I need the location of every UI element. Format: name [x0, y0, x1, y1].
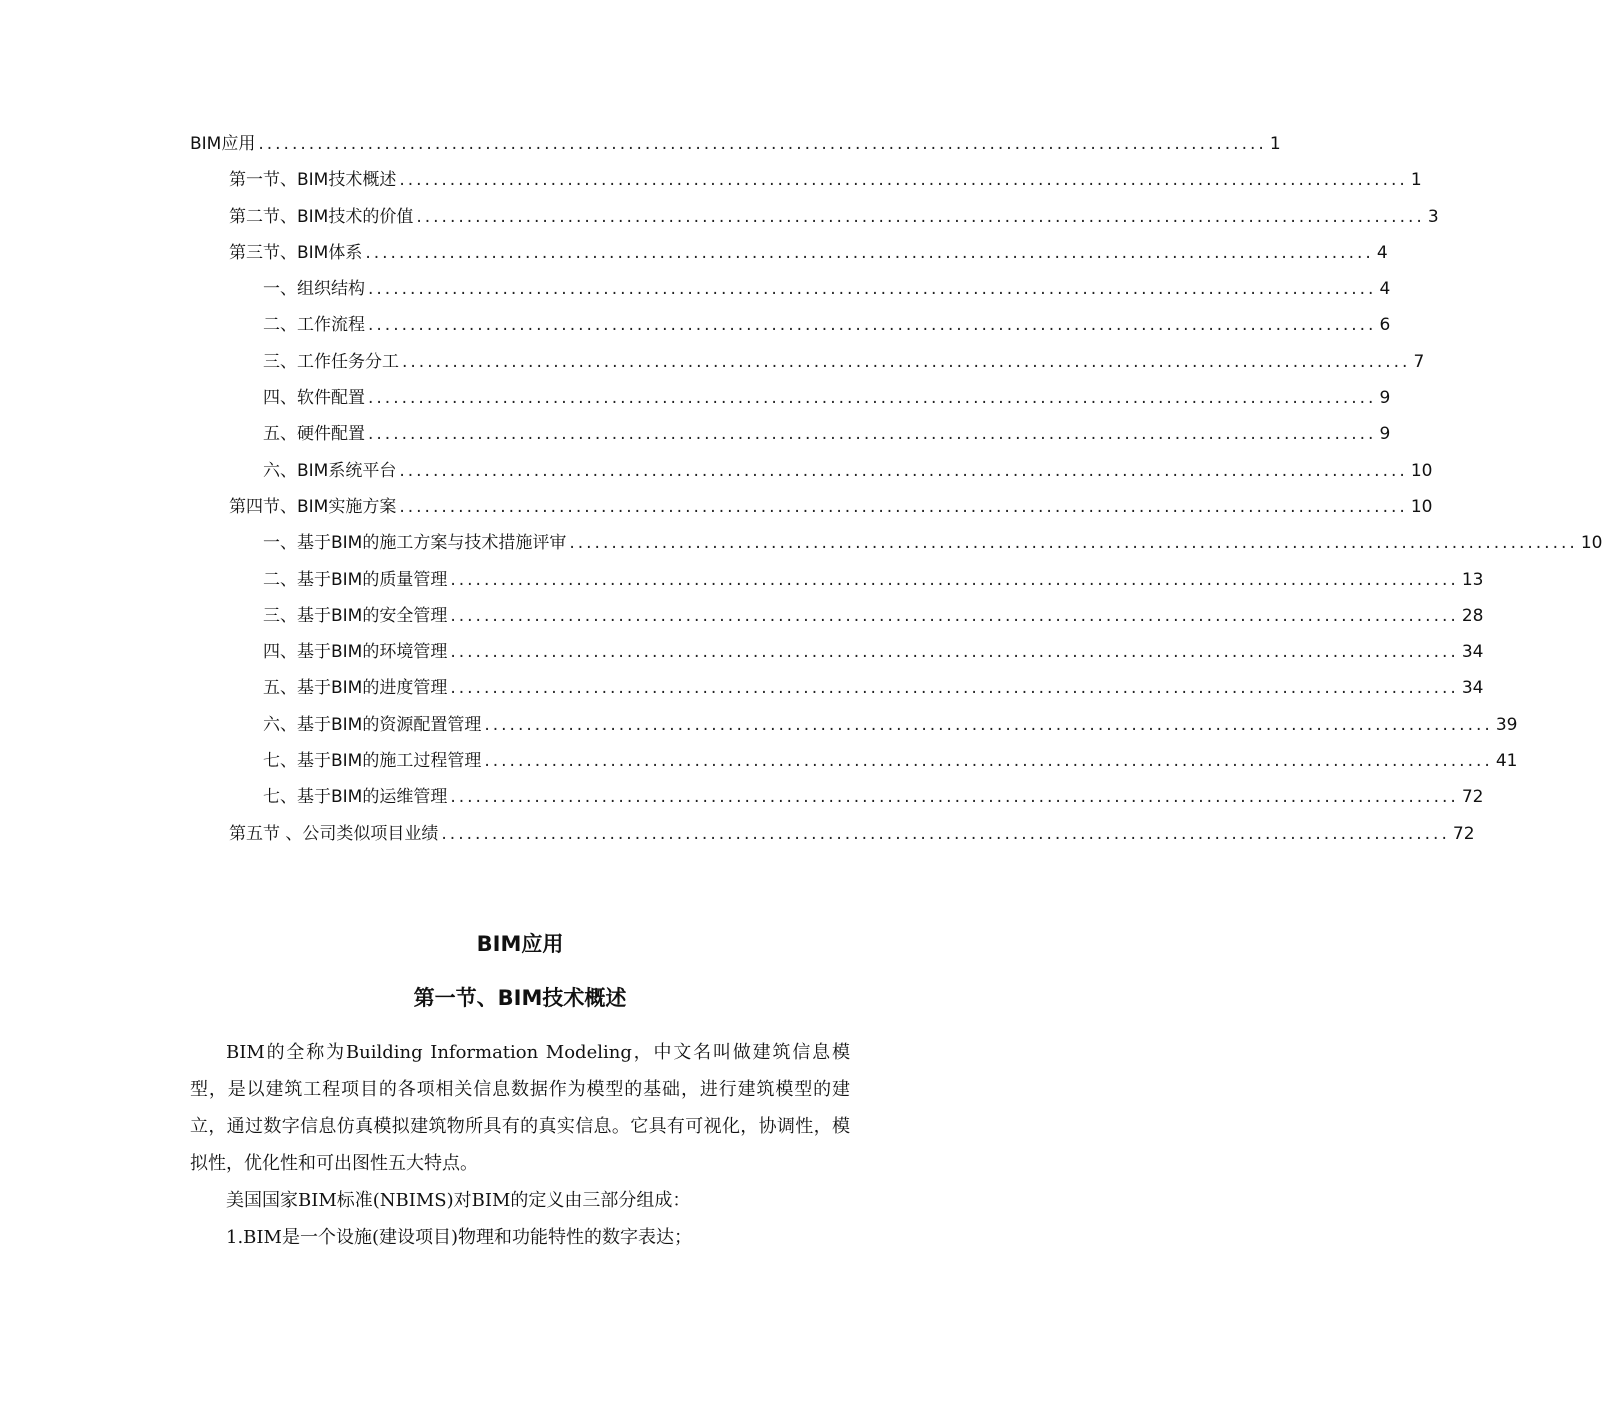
body-paragraph: BIM的全称为Building Information Modeling，中文名叫做建筑信息模型，是以建筑工程项目的各项相关信息数据作为模型的基础，进行建筑模型的建立，通过数字信息仿真模拟建筑物所具有的真实信息。它具有可视化，协调性，模拟性，优化性和可出图性五大特点。 [190, 1042, 850, 1174]
toc-entry-page: 7 [1413, 351, 1425, 372]
toc-entry[interactable] [190, 525, 1602, 561]
toc-entry[interactable] [190, 199, 1439, 235]
table-of-contents [190, 126, 1602, 852]
toc-entry-page: 4 [1376, 242, 1388, 263]
toc-leader-dots: ........................................................................................................................ [399, 170, 1408, 191]
toc-entry[interactable] [190, 489, 1433, 525]
toc-entry-title: 第五节 、公司类似项目业绩 [229, 823, 439, 844]
toc-entry-title: 二、基于BIM的质量管理 [263, 569, 448, 590]
section-heading: 第一节、BIM技术概述 [413, 986, 627, 1010]
toc-entry-page: 10 [1580, 533, 1602, 554]
toc-entry[interactable] [190, 416, 1391, 452]
toc-leader-dots: ........................................................................................................................ [402, 351, 1411, 372]
toc-entry-title: 第四节、BIM实施方案 [229, 496, 397, 517]
toc-entry-title: 三、基于BIM的安全管理 [263, 605, 448, 626]
document-body [190, 920, 850, 1256]
toc-entry-page: 6 [1379, 315, 1391, 336]
toc-entry[interactable] [190, 707, 1518, 743]
toc-entry-title: 四、基于BIM的环境管理 [263, 642, 448, 663]
toc-leader-dots: ........................................................................................................................ [365, 242, 1374, 263]
toc-entry[interactable] [190, 235, 1388, 271]
chapter-heading: BIM应用 [476, 932, 564, 956]
toc-leader-dots: ........................................................................................................................ [416, 206, 1425, 227]
toc-leader-dots: ........................................................................................................................ [368, 424, 1377, 445]
toc-entry-page: 13 [1461, 569, 1484, 590]
toc-entry-page: 3 [1427, 206, 1439, 227]
toc-entry[interactable] [190, 598, 1484, 634]
toc-entry-title: 第一节、BIM技术概述 [229, 170, 397, 191]
toc-entry-title: 四、软件配置 [263, 388, 365, 409]
toc-entry[interactable] [190, 271, 1391, 307]
toc-leader-dots: ........................................................................................................................ [569, 533, 1578, 554]
toc-leader-dots: ........................................................................................................................ [368, 315, 1377, 336]
toc-leader-dots: ........................................................................................................................ [450, 678, 1459, 699]
toc-entry-title: 一、基于BIM的施工方案与技术措施评审 [263, 533, 567, 554]
toc-entry[interactable] [190, 307, 1391, 343]
toc-entry[interactable] [190, 344, 1425, 380]
toc-entry-page: 10 [1410, 460, 1433, 481]
toc-entry-title: 二、工作流程 [263, 315, 365, 336]
toc-entry[interactable] [190, 634, 1484, 670]
toc-entry-page: 34 [1461, 678, 1484, 699]
toc-entry-page: 28 [1461, 605, 1484, 626]
toc-leader-dots: ........................................................................................................................ [484, 714, 1493, 735]
body-paragraph: 美国国家BIM标准(NBIMS)对BIM的定义由三部分组成： [226, 1190, 691, 1211]
toc-entry[interactable] [190, 816, 1475, 852]
toc-entry[interactable] [190, 562, 1484, 598]
toc-entry-page: 10 [1410, 496, 1433, 517]
toc-entry-page: 1 [1410, 170, 1422, 191]
toc-leader-dots: ........................................................................................................................ [368, 388, 1377, 409]
toc-entry-page: 34 [1461, 642, 1484, 663]
toc-entry-page: 72 [1452, 823, 1475, 844]
toc-entry-page: 4 [1379, 279, 1391, 300]
toc-entry[interactable] [190, 380, 1391, 416]
toc-leader-dots: ........................................................................................................................ [399, 496, 1408, 517]
body-paragraph: 1.BIM是一个设施(建设项目)物理和功能特性的数字表达； [226, 1227, 692, 1248]
toc-leader-dots: ........................................................................................................................ [450, 569, 1459, 590]
toc-entry-title: 第二节、BIM技术的价值 [229, 206, 414, 227]
toc-leader-dots: ........................................................................................................................ [441, 823, 1450, 844]
toc-leader-dots: ........................................................................................................................ [450, 605, 1459, 626]
toc-entry-title: 三、工作任务分工 [263, 351, 399, 372]
toc-leader-dots: ........................................................................................................................ [258, 134, 1267, 154]
toc-entry-page: 9 [1379, 388, 1391, 409]
toc-entry-title: 六、基于BIM的资源配置管理 [263, 714, 482, 735]
toc-entry-title: 第三节、BIM体系 [229, 242, 363, 263]
toc-entry[interactable] [190, 670, 1484, 706]
toc-leader-dots: ........................................................................................................................ [450, 787, 1459, 808]
toc-leader-dots: ........................................................................................................................ [368, 279, 1377, 300]
toc-entry-page: 41 [1495, 751, 1518, 772]
toc-entry-title: 五、基于BIM的进度管理 [263, 678, 448, 699]
toc-entry[interactable] [190, 743, 1518, 779]
toc-leader-dots: ........................................................................................................................ [399, 460, 1408, 481]
toc-entry-title: 一、组织结构 [263, 279, 365, 300]
toc-entry[interactable] [190, 126, 1281, 162]
toc-entry[interactable] [190, 453, 1433, 489]
toc-entry-title: 七、基于BIM的施工过程管理 [263, 751, 482, 772]
toc-leader-dots: ........................................................................................................................ [450, 642, 1459, 663]
toc-entry-page: 9 [1379, 424, 1391, 445]
toc-entry-page: 39 [1495, 714, 1518, 735]
toc-entry-title: 六、BIM系统平台 [263, 460, 397, 481]
toc-entry-page: 72 [1461, 787, 1484, 808]
toc-entry-page: 1 [1269, 134, 1281, 154]
toc-entry[interactable] [190, 162, 1422, 198]
toc-entry[interactable] [190, 779, 1484, 815]
toc-entry-title: 七、基于BIM的运维管理 [263, 787, 448, 808]
toc-entry-title: 五、硬件配置 [263, 424, 365, 445]
toc-entry-title: BIM应用 [190, 134, 256, 154]
toc-leader-dots: ........................................................................................................................ [484, 751, 1493, 772]
